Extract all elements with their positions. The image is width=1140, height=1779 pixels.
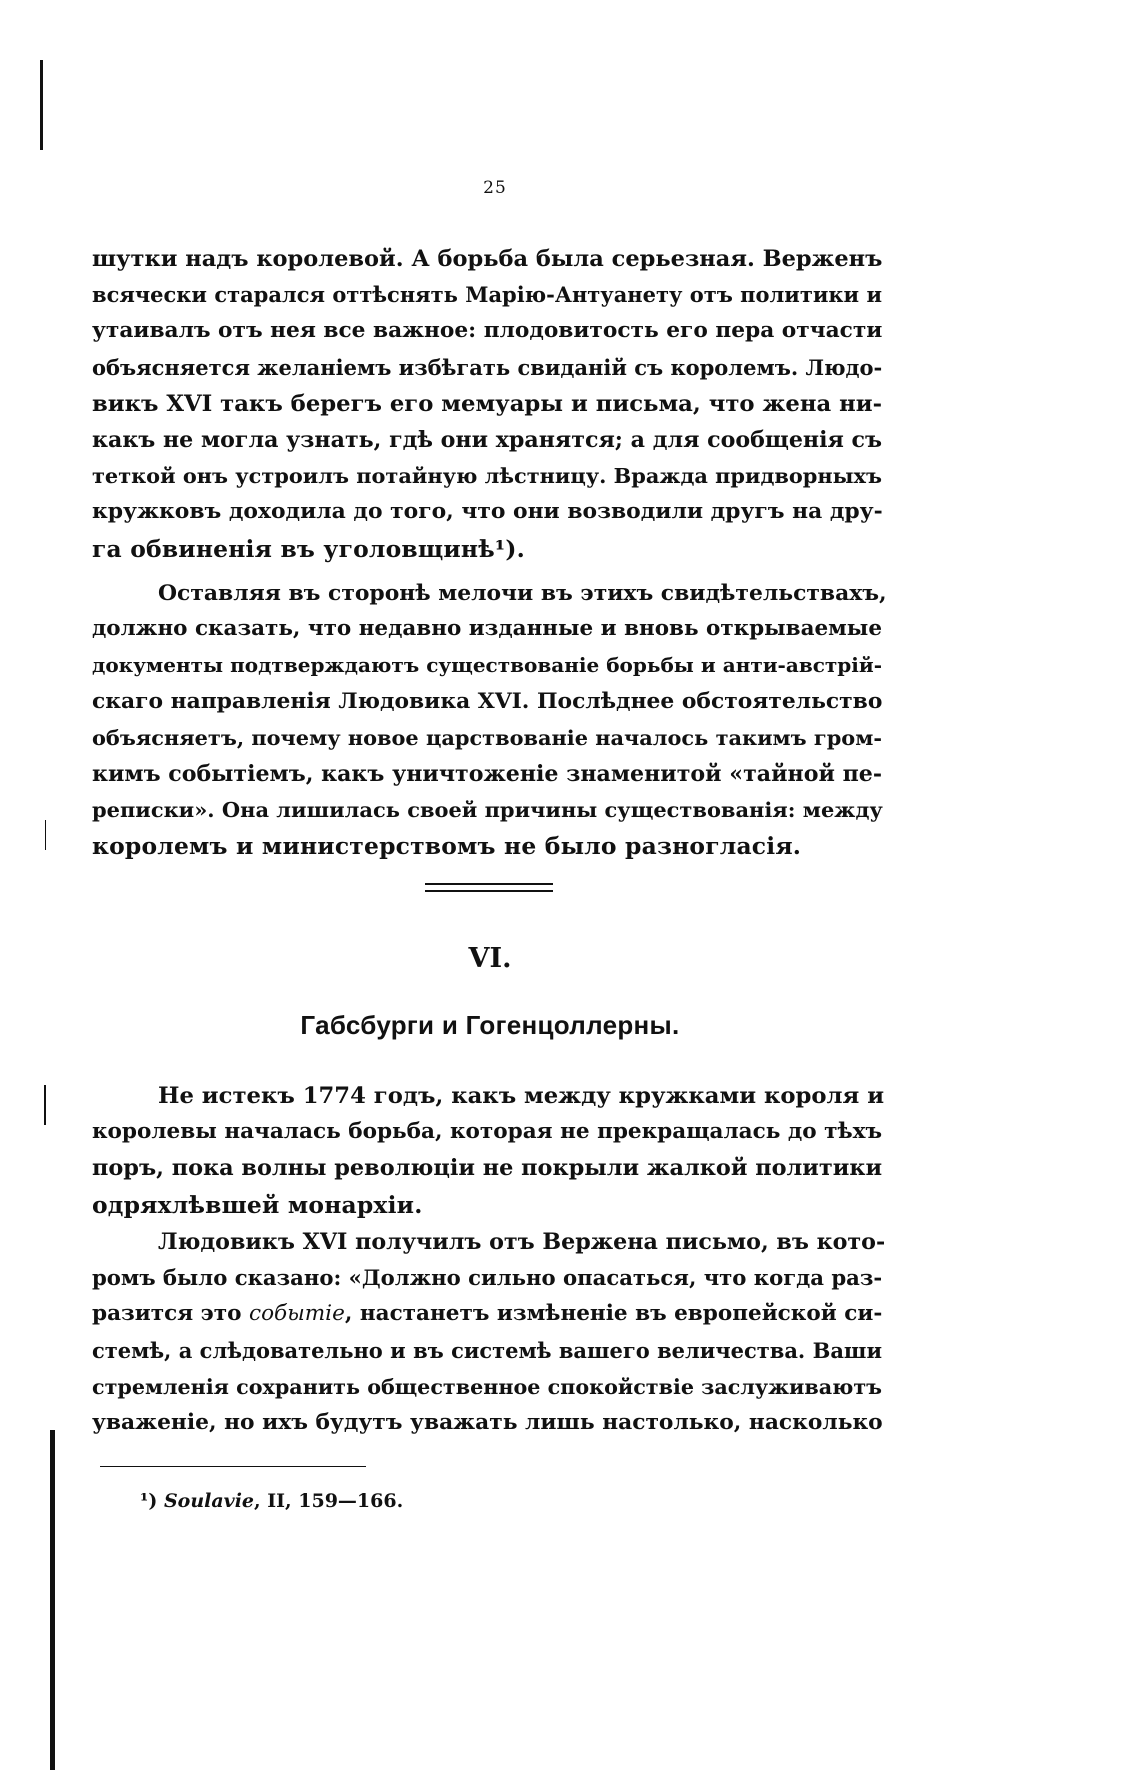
text-line [92,1296,882,1332]
footnote [140,1490,403,1512]
footnote-divider [100,1466,366,1467]
text-line: Не истекъ 1774 годъ, какъ между кружками короля и [158,1083,885,1109]
binding-edge-mark [50,1430,55,1770]
text-line: теткой онъ устроилъ потайную лѣстницу. Вражда придворныхъ [92,463,882,489]
section-divider [425,883,553,892]
binding-edge-mark [45,820,46,850]
binding-edge-mark [44,1085,46,1125]
text-line: стремленія сохранить общественное спокойствіе заслуживаютъ [92,1374,882,1399]
text-line: кружковъ доходила до того, что они возводили другъ на дру- [92,499,883,525]
text-segment: разится это [92,1301,249,1327]
text-line: объясняетъ, почему новое царствованіе началось такимъ гром- [92,724,882,750]
text-line: одряхлѣвшей монархіи. [92,1190,423,1219]
text-line: королевы началась борьба, которая не прекращалась до тѣхъ [92,1119,882,1145]
section-title: Габсбурги и Гогенцоллерны. [300,1010,680,1040]
text-line: стемѣ, а слѣдовательно и въ системѣ вашего величества. Ваши [92,1337,882,1363]
text-line: поръ, пока волны революціи не покрыли жалкой политики [92,1155,883,1182]
text-line: всячески старался оттѣснять Марію-Антуанету отъ политики и [92,282,882,308]
text-line: Оставляя въ сторонѣ мелочи въ этихъ свидѣтельствахъ, [158,580,887,606]
text-segment: , настанетъ измѣненіе въ европейской си- [344,1301,883,1327]
text-line: утаивалъ отъ нея все важное: плодовитость его пера отчасти [92,318,883,344]
paragraph-4 [92,1224,886,1441]
text-line: скаго направленія Людовика XVI. Послѣднее обстоятельство [92,688,883,714]
italic-term: событіе [249,1301,345,1327]
text-line: га обвиненія въ уголовщинѣ¹). [92,534,525,563]
paragraph-3 [92,1078,885,1223]
page-number: 25 [483,178,507,198]
text-line: какъ не могла узнать, гдѣ они хранятся; а для сообщенія съ [92,427,882,454]
text-line: викъ XVI такъ берегъ его мемуары и письма, что жена ни- [92,390,882,417]
text-line: объясняется желаніемъ избѣгать свиданій съ королемъ. Людо- [92,354,883,380]
footnote-marker: ¹) [140,1490,158,1512]
binding-edge-mark [40,60,43,150]
section-number: VI. [468,943,512,974]
paragraph-2 [92,575,887,865]
text-line: документы подтверждаютъ существованіе борьбы и анти-австрій- [92,653,882,678]
text-line: реписки». Она лишилась своей причины существованія: между [92,797,883,823]
text-line: должно сказать, что недавно изданные и вновь открываемые [92,616,882,642]
text-line: уваженіе, но ихъ будутъ уважать лишь настолько, насколько [92,1410,883,1436]
text-line: королемъ и министерствомъ не было разногласія. [92,832,802,861]
text-line: ромъ было сказано: «Должно сильно опасаться, что когда раз- [92,1265,883,1291]
text-line: Людовикъ XVI получилъ отъ Вержена письмо, въ кото- [158,1229,886,1255]
footnote-author: Soulavie [163,1490,255,1512]
text-line: кимъ событіемъ, какъ уничтоженіе знаменитой «тайной пе- [92,761,882,788]
text-line: шутки надъ королевой. А борьба была серьезная. Верженъ [92,246,883,272]
paragraph-1 [92,241,882,567]
footnote-reference: , II, 159—166. [254,1490,404,1512]
